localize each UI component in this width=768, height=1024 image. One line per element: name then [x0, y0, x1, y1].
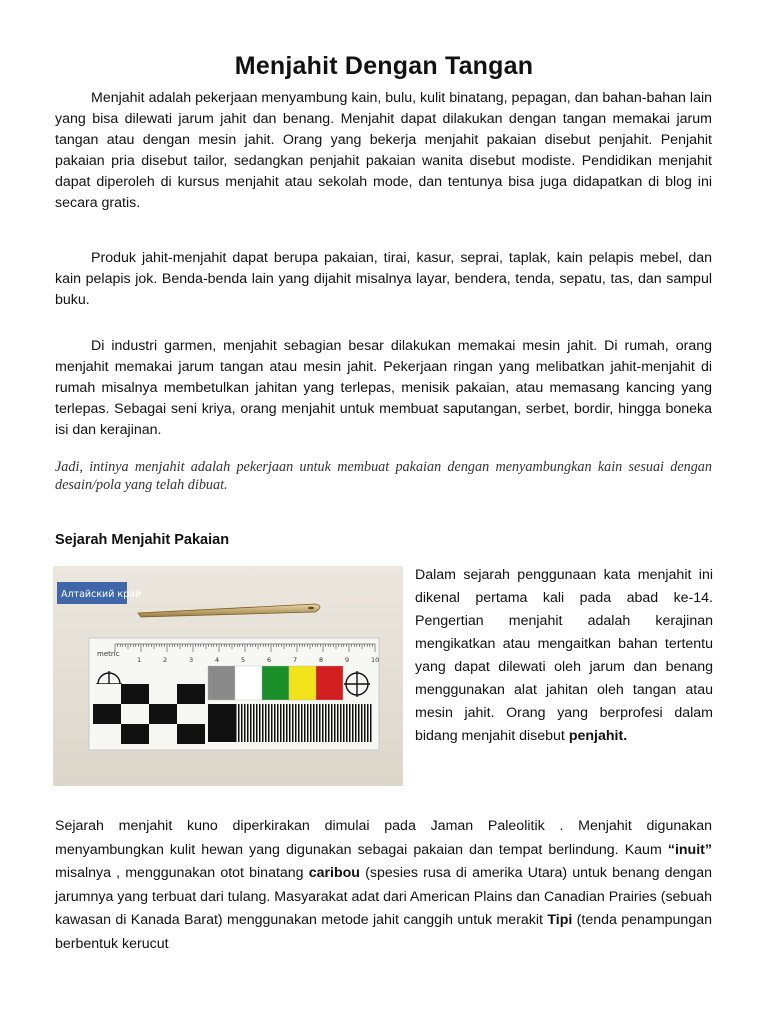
- line-bar: [241, 704, 243, 742]
- line-bar: [307, 704, 309, 742]
- color-swatch: [208, 666, 235, 700]
- line-bar: [268, 704, 270, 742]
- line-bar: [310, 704, 312, 742]
- region-label: Алтайский край: [61, 589, 142, 600]
- color-swatch: [262, 666, 289, 700]
- checkerboard: [93, 684, 205, 744]
- color-swatch: [316, 666, 343, 700]
- line-bar: [316, 704, 318, 742]
- paragraph-ancient-history: [55, 815, 712, 956]
- line-bar: [274, 704, 276, 742]
- line-bar: [289, 704, 291, 742]
- needle-photo-graphic: [53, 566, 403, 786]
- line-bar: [358, 704, 360, 742]
- line-target: [208, 704, 372, 742]
- ruler-number: 6: [267, 656, 272, 664]
- checker-square: [149, 684, 177, 704]
- line-bar: [253, 704, 255, 742]
- checker-square: [177, 684, 205, 704]
- checker-square: [177, 724, 205, 744]
- line-bar: [370, 704, 372, 742]
- ruler-number: 8: [319, 656, 324, 664]
- paragraph-definition: Menjahit adalah pekerjaan menyambung kain, bulu, kulit binatang, pepagan, dan bahan-bahan lain yang bisa dilewati jarum jahit dan benang. Menjahit dapat dilakukan dengan tangan memakai jarum tangan atau dengan mesin jahit. Orang yang bekerja menjahit pakaian disebut penjahit. Penjahit pakaian pria disebut tailor, sedangkan penjahit pakaian wanita disebut modiste. Pendidikan menjahit dapat diperoleh di kursus menjahit atau sekolah mode, dan tentunya bisa juga didapatkan di blog ini secara gratis.: [55, 90, 712, 211]
- needle-eye: [308, 607, 314, 610]
- line-bar: [313, 704, 315, 742]
- line-bar: [346, 704, 348, 742]
- line-bar: [364, 704, 366, 742]
- checker-square: [93, 724, 121, 744]
- ruler-number: 4: [215, 656, 220, 664]
- checker-square: [149, 704, 177, 724]
- checker-square: [121, 704, 149, 724]
- line-bar: [361, 704, 363, 742]
- checker-square: [93, 684, 121, 704]
- term-inuit: “inuit”: [667, 841, 712, 858]
- line-bar: [283, 704, 285, 742]
- line-bar: [295, 704, 297, 742]
- line-bar: [235, 704, 237, 742]
- line-bar: [292, 704, 294, 742]
- summary-quote: Jadi, intinya menjahit adalah pekerjaan untuk membuat pakaian dengan menyambungkan kain sesuai dengan desain/pola yang telah dibuat.: [55, 459, 712, 493]
- paragraph-products: Produk jahit-menjahit dapat berupa pakaian, tirai, kasur, seprai, taplak, kain pelapis mebel, dan kain pelapis jok. Benda-benda lain yang dijahit misalnya layar, bendera, tenda, sepatu, tas, dan sampul buku.: [55, 250, 712, 308]
- line-bar: [280, 704, 282, 742]
- page-title: Menjahit Dengan Tangan: [234, 52, 534, 80]
- line-bar: [349, 704, 351, 742]
- ruler-number: 9: [345, 656, 350, 664]
- color-swatches: [208, 666, 343, 700]
- line-bar: [244, 704, 246, 742]
- line-bar: [331, 704, 333, 742]
- color-swatch: [289, 666, 316, 700]
- checker-square: [121, 684, 149, 704]
- ruler-number: 7: [293, 656, 298, 664]
- line-bar: [247, 704, 249, 742]
- ruler-number: 2: [163, 656, 168, 664]
- line-bar: [340, 704, 342, 742]
- line-bar: [322, 704, 324, 742]
- ruler-number: 5: [241, 656, 246, 664]
- term-tipi: Tipi: [547, 912, 573, 928]
- line-bar: [334, 704, 336, 742]
- scale-word: metric: [97, 650, 120, 658]
- checker-square: [93, 704, 121, 724]
- line-bar: [301, 704, 303, 742]
- checker-square: [121, 724, 149, 744]
- line-bar: [286, 704, 288, 742]
- ruler-number: 3: [189, 656, 194, 664]
- line-bar: [262, 704, 264, 742]
- line-bar: [256, 704, 258, 742]
- line-bar: [250, 704, 252, 742]
- line-bar: [304, 704, 306, 742]
- line-bar: [265, 704, 267, 742]
- line-bar: [325, 704, 327, 742]
- line-bar: [352, 704, 354, 742]
- text-part: misalnya , menggunakan otot binatang: [55, 865, 309, 881]
- line-bar: [271, 704, 273, 742]
- line-bar: [298, 704, 300, 742]
- paragraph-industry: Di industri garmen, menjahit sebagian besar dilakukan memakai mesin jahit. Di rumah, orang menjahit memakai jarum tangan atau mesin jahit. Pekerjaan ringan yang melibatkan jahit-menjahit di rumah misalnya membetulkan jahitan yang terlepas, menisik pakaian, atau memasang kancing yang terlepas. Sebagai seni kriya, orang menjahit untuk membuat saputangan, serbet, bordir, hingga boneka isi dan kerajinan.: [55, 338, 712, 438]
- line-bar: [319, 704, 321, 742]
- color-swatch: [235, 666, 262, 700]
- ruler-number: 10: [371, 656, 380, 664]
- text-part: (spesies rusa di amerika Utara) untuk benang dengan jarumnya yang terbuat dari tulang. Masyarakat adat dari American Plains dan Canadian Prairies (sebuah kawasan di Kanada Barat) menggunakan metode jahit canggih untuk merakit: [55, 865, 712, 928]
- ruler-number: 1: [137, 656, 142, 664]
- line-bar: [259, 704, 261, 742]
- line-bar: [355, 704, 357, 742]
- checker-square: [149, 724, 177, 744]
- text-part: Sejarah menjahit kuno diperkirakan dimulai pada Jaman Paleolitik . Menjahit digunakan menyambungkan kulit hewan yang digunakan sebagai pakaian dan tempat berlindung. Kaum: [55, 818, 712, 858]
- text-part: (tenda penampungan berbentuk kerucut: [55, 912, 712, 952]
- section-heading: Sejarah Menjahit Pakaian: [55, 532, 230, 548]
- term-penjahit: penjahit.: [568, 728, 628, 744]
- history-side-text: [415, 564, 713, 748]
- line-bar: [337, 704, 339, 742]
- line-bar: [343, 704, 345, 742]
- line-bar: [277, 704, 279, 742]
- history-side-body: Dalam sejarah penggunaan kata menjahit ini dikenal pertama kali pada abad ke-14. Pengertian menjahit adalah kerajinan mengikatkan atau mengaitkan bahan tertentu yang dapat dilewati oleh jarum dan benang menggunakan alat jahitan oleh tangan atau mesin jahit. Orang yang berprofesi dalam bidang menjahit disebut: [415, 567, 713, 744]
- checker-square: [177, 704, 205, 724]
- term-caribou: caribou: [308, 865, 360, 881]
- line-bar: [367, 704, 369, 742]
- line-bar: [238, 704, 240, 742]
- line-bar: [328, 704, 330, 742]
- black-block: [208, 704, 235, 742]
- needle-photo: [53, 566, 403, 786]
